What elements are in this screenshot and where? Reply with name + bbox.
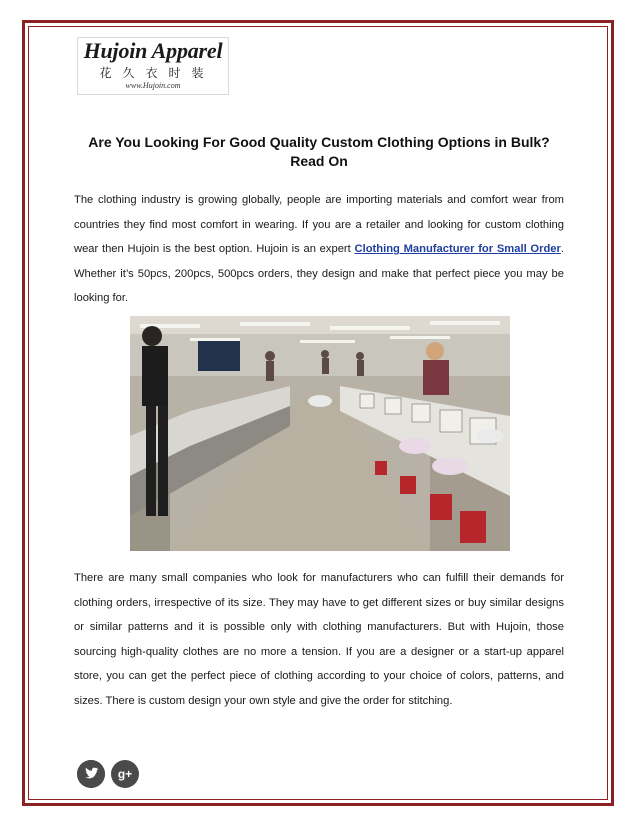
intro-text-before-link: The clothing industry is growing globally, people are importing materials and comfort wear from countries they find most comfort in wearing. If you are a retailer and looking for custom clothing wear then Hujoin is the best option. Hujoin is an expert <box>74 194 564 255</box>
hujoin-logo[interactable] <box>77 37 229 95</box>
logo-url: www.Hujoin.com <box>125 81 181 90</box>
google-plus-label: g+ <box>117 767 133 781</box>
google-plus-icon[interactable] <box>111 760 139 788</box>
factory-photo <box>130 316 510 551</box>
page-title: Are You Looking For Good Quality Custom Clothing Options in Bulk? Read On <box>88 134 550 169</box>
intro-text-after-link: . Whether it’s 50pcs, 200pcs, 500pcs orders, they design and make that perfect piece you may be looking for. <box>74 243 564 304</box>
twitter-icon[interactable] <box>77 760 105 788</box>
intro-paragraph <box>74 188 564 311</box>
details-paragraph: There are many small companies who look for manufacturers who can fulfill their demands for clothing orders, irrespective of its size. They may have to get different sizes or buy similar designs or similar patterns and it is possible only with clothing manufacturers. But with Hujoin, those sourcing high-quality clothes are no more a tension. If you are a designer or a start-up apparel store, you can get the perfect piece of clothing according to your choice of colors, patterns, and sizes. There is custom design your own style and give the order for stitching. <box>74 572 564 707</box>
clothing-manufacturer-link[interactable]: Clothing Manufacturer for Small Order <box>354 243 561 255</box>
logo-chinese: 花久衣时装 <box>99 66 215 80</box>
logo-brand: Hujoin Apparel <box>83 38 223 63</box>
twitter-bird-icon <box>77 760 105 788</box>
factory-photo-illustration <box>130 316 510 551</box>
